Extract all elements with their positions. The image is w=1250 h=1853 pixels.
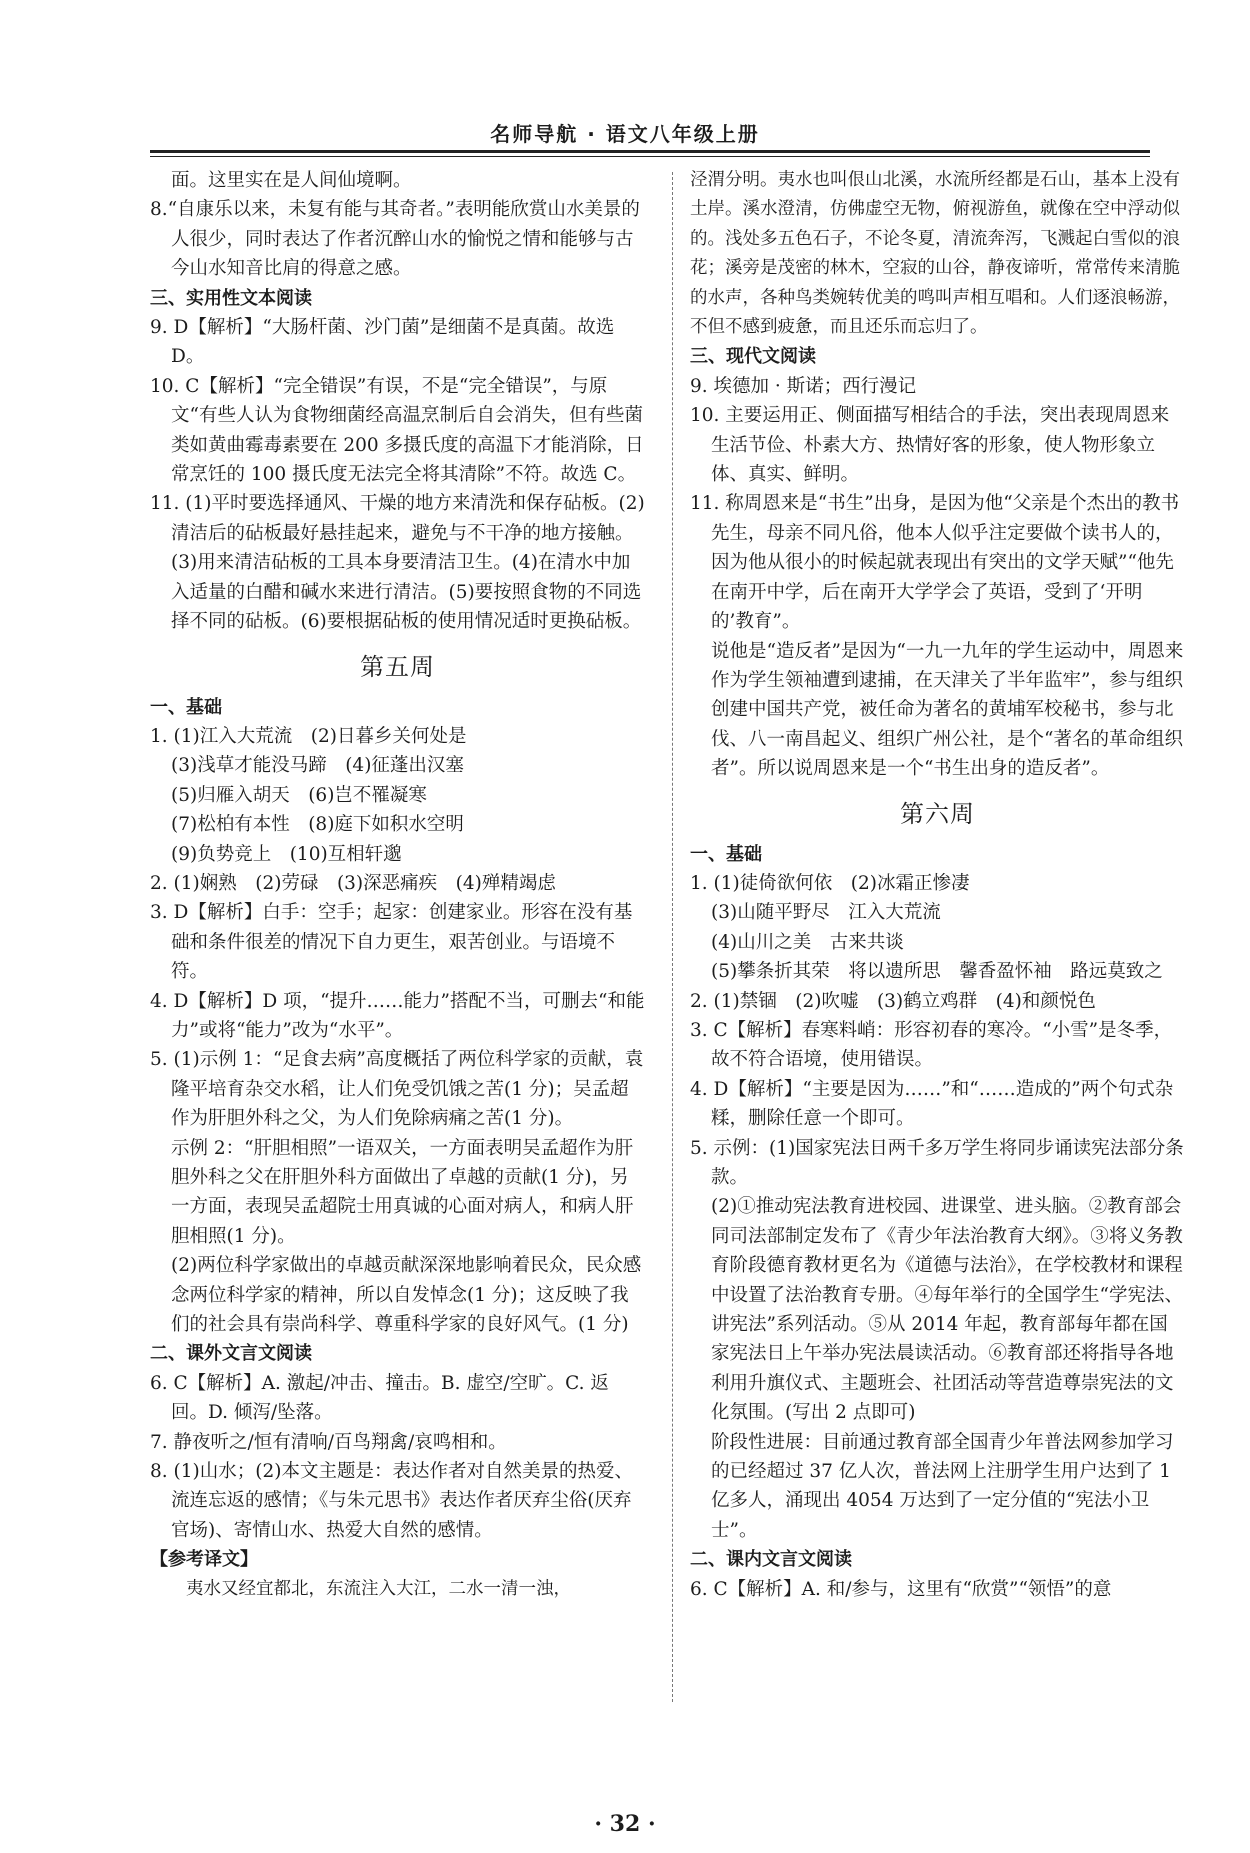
answer-item: (3)山随平野尽 江入大荒流 (711, 902, 941, 924)
week-heading: 第六周 (900, 799, 975, 828)
answer-item: (2)①推动宪法教育进校园、进课堂、进头脑。②教育部会同司法部制定发布了《青少年法治教育大纲》。③将义务教育阶段德育教材更名为《道德与法治》，在学校教材和课程中设置了法治教育专册。④每年举行的全国学生“学宪法、讲宪法”系列活动。⑤从 2014 年起，教育部每年都在国家宪法日上午举办宪法晨读活动。⑥教育部还将指导各地利用升旗仪式、主题班会、社团活动等营造尊崇宪法的文化氛围。(写出 2 点即可) (711, 1196, 1183, 1424)
column-divider (672, 172, 673, 1702)
answer-item: 8. (1)山水；(2)本文主题是：表达作者对自然美景的热爱、流连忘返的感情；《与朱元思书》表达作者厌弃尘俗(厌弃官场)、寄情山水、热爱大自然的感情。 (150, 1461, 633, 1541)
answer-item: (9)负势竞上 (10)互相轩邈 (171, 843, 402, 865)
section-heading: 二、课外文言文阅读 (150, 1343, 312, 1365)
answer-item: 8.“自康乐以来，未复有能与其奇者。”表明能欣赏山水美景的人很少，同时表达了作者沉醉山水的愉悦之情和能够与古今山水知音比肩的得意之感。 (150, 199, 640, 280)
answer-item: 阶段性进展：目前通过教育部全国青少年普法网参加学习的已经超过 37 亿人次，普法网上注册学生用户达到了 1 亿多人，涌现出 4054 万达到了一定分值的“宪法小卫士”。 (711, 1431, 1174, 1541)
right-column (690, 166, 1185, 1701)
answer-item: 示例 2：“肝胆相照”一语双关，一方面表明吴孟超作为肝胆外科之父在肝胆外科方面做出了卓越的贡献(1 分)，另一方面，表现吴孟超院士用真诚的心面对病人，和病人肝胆相照(1 分)。 (171, 1137, 634, 1247)
section-heading: 二、课内文言文阅读 (690, 1549, 852, 1571)
translation-paragraph: 泾渭分明。夷水也叫佷山北溪，水流所经都是石山，基本上没有土岸。溪水澄清，仿佛虚空无物，俯视游鱼，就像在空中浮动似的。浅处多五色石子，不论冬夏，清流奔泻，飞溅起白雪似的浪花；溪旁是茂密的林木，空寂的山谷，静夜谛听，常常传来清脆的水声，各种鸟类婉转优美的鸣叫声相互唱和。人们逐浪畅游，不但不感到疲惫，而且还乐而忘归了。 (690, 170, 1180, 338)
answer-item: 6. C【解析】A. 和/参与，这里有“欣赏”“领悟”的意 (690, 1578, 1112, 1600)
answer-item: (5)归雁入胡天 (6)岂不罹凝寒 (171, 784, 427, 806)
answer-item: 4. D【解析】D 项，“提升……能力”搭配不当，可删去“和能力”或将“能力”改为“水平”。 (150, 990, 645, 1041)
answer-item: 10. 主要运用正、侧面描写相结合的手法，突出表现周恩来生活节俭、朴素大方、热情好客的形象，使人物形象立体、真实、鲜明。 (690, 405, 1170, 486)
translation-paragraph: 夷水又经宜都北，东流注入大江，二水一清一浊， (186, 1578, 571, 1599)
answer-item: (7)松柏有本性 (8)庭下如积水空明 (171, 814, 464, 836)
answer-item: 3. C【解析】春寒料峭：形容初春的寒冷。“小雪”是冬季，故不符合语境，使用错误。 (690, 1019, 1173, 1071)
reference-translation-label: 【参考译文】 (150, 1549, 258, 1571)
answer-item: 说他是“造反者”是因为“一九一九年的学生运动中，周恩来作为学生领袖遭到逮捕，在天津关了半年监牢”，参与组织创建中国共产党，被任命为著名的黄埔军校秘书，参与北伐、八一南昌起义、组织广州公社，是个“著名的革命组织者”。所以说周恩来是一个“书生出身的造反者”。 (711, 640, 1184, 780)
page-number: · 32 · (594, 1811, 656, 1837)
answer-item: 1. (1)徒倚欲何依 (2)冰霜正惨凄 (690, 872, 970, 894)
answer-item: 1. (1)江入大荒流 (2)日暮乡关何处是 (150, 725, 467, 747)
answer-item: 5. (1)示例 1：“足食去病”高度概括了两位科学家的贡献，袁隆平培育杂交水稻，让人们免受饥饿之苦(1 分)；吴孟超作为肝胆外科之父，为人们免除病痛之苦(1 分)。 (150, 1049, 644, 1130)
answer-item: (4)山川之美 古来共谈 (711, 931, 904, 953)
answer-item: 10. C【解析】“完全错误”有误，不是“完全错误”，与原文“有些人认为食物细菌经高温烹制后自会消失，但有些菌类如黄曲霉毒素要在 200 多摄氏度的高温下才能消除，日常烹饪的 100 摄氏度无法完全将其清除”不符。故选 C。 (150, 375, 644, 486)
answer-item: 6. C【解析】A. 激起/冲击、撞击。B. 虚空/空旷。C. 返回。D. 倾泻/坠落。 (150, 1372, 609, 1424)
answer-item: 2. (1)禁锢 (2)吹嘘 (3)鹤立鸡群 (4)和颜悦色 (690, 990, 1096, 1012)
answer-item: 11. (1)平时要选择通风、干燥的地方来清洗和保存砧板。(2)清洁后的砧板最好悬挂起来，避免与不干净的地方接触。(3)用来清洁砧板的工具本身要清洁卫生。(4)在清水中加入适量的白醋和碱水来进行清洁。(5)要按照食物的不同选择不同的砧板。(6)要根据砧板的使用情况适时更换砧板。 (150, 493, 645, 633)
section-heading: 一、基础 (150, 696, 222, 718)
answer-item: 4. D【解析】“主要是因为……”和“……造成的”两个句式杂糅，删除任意一个即可。 (690, 1078, 1174, 1130)
answer-item: 3. D【解析】白手：空手；起家：创建家业。形容在没有基础和条件很差的情况下自力更生，艰苦创业。与语境不符。 (150, 902, 633, 983)
answer-item: (3)浅草才能没马蹄 (4)征蓬出汉塞 (171, 755, 464, 777)
section-heading: 三、现代文阅读 (690, 346, 816, 368)
answer-item: 7. 静夜听之/恒有清响/百鸟翔禽/哀鸣相和。 (150, 1431, 507, 1453)
answer-item: 面。这里实在是人间仙境啊。 (171, 170, 412, 191)
answer-item: (5)攀条折其荣 将以遗所思 馨香盈怀袖 路远莫致之 (711, 961, 1163, 983)
section-heading: 一、基础 (690, 843, 762, 865)
answer-item: 9. 埃德加 · 斯诺；西行漫记 (690, 375, 917, 397)
left-column (150, 166, 645, 1701)
section-heading: 三、实用性文本阅读 (150, 287, 312, 309)
answer-item: 2. (1)娴熟 (2)劳碌 (3)深恶痛疾 (4)殚精竭虑 (150, 872, 556, 894)
answer-item: 5. 示例：(1)国家宪法日两千多万学生将同步诵读宪法部分条款。 (690, 1137, 1184, 1188)
header-rule-thick (150, 150, 1150, 153)
answer-item: (2)两位科学家做出的卓越贡献深深地影响着民众，民众感念两位科学家的精神，所以自发悼念(1 分)；这反映了我们的社会具有崇尚科学、尊重科学家的良好风气。(1 分) (171, 1255, 642, 1336)
running-header: 名师导航 · 语文八年级上册 (490, 122, 760, 146)
week-heading: 第五周 (360, 652, 435, 681)
answer-item: 11. 称周恩来是“书生”出身，是因为他“父亲是个杰出的教书先生，母亲不同凡俗，他本人似乎注定要做个读书人的，因为他从很小的时候起就表现出有突出的文学天赋”“他先在南开中学，后在南开大学学会了英语，受到了‘开明的’教育”。 (690, 493, 1180, 633)
answer-item: 9. D【解析】“大肠杆菌、沙门菌”是细菌不是真菌。故选 D。 (150, 317, 615, 368)
header-rule-thin (150, 156, 1150, 157)
